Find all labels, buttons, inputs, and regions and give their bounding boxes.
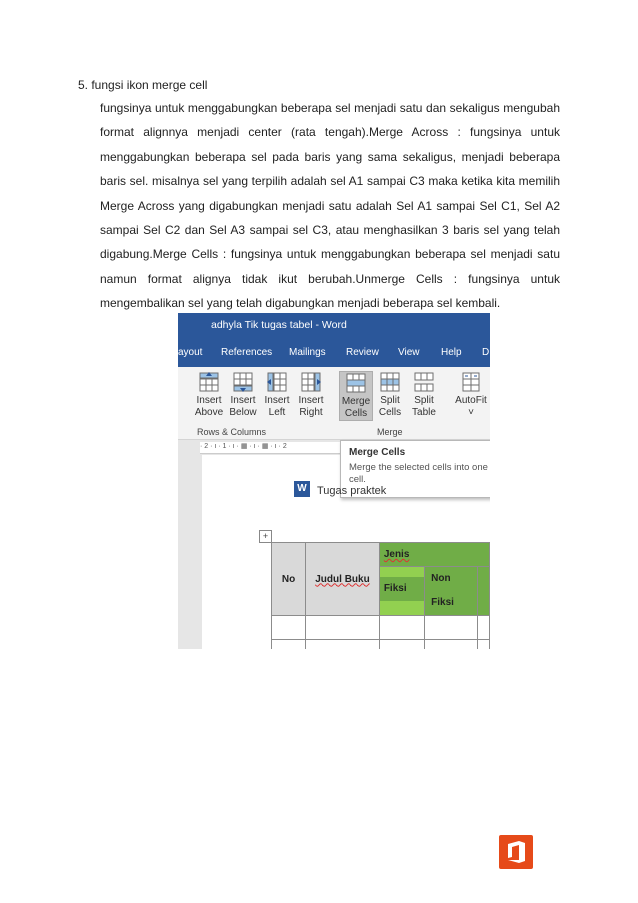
split-table-line1: Split — [414, 395, 434, 406]
merge-cells-line1: Merge — [341, 396, 371, 407]
body-paragraph: fungsinya untuk menggabungkan beberapa sel menjadi satu dan sekaligus mengubah format alignnya menjadi center (rata tengah).Merge Across : fungsinya untuk menggabungkan beberapa sel pada baris yang sama sekaligus, menjadi beberapa baris sel. misalnya sel yang terpilih adalah sel A1 sampai C3 maka ketika kita memilih Merge Across yang digabungkan menjadi satu adalah Sel A1 sampai Sel C1, Sel A2 sampai Sel C2 dan Sel A3 sampai sel C3, atau menghasilkan 3 baris sel yang telah digabung.Merge Cells : fungsinya untuk menggabungkan beberapa sel menjadi satu namun format alignya tidak ikut berubah.Unmerge Cells : fungsinya untuk mengembalikan sel yang telah digabungkan menjadi beberapa sel kembali. — [100, 101, 560, 311]
insert-right-button[interactable] — [295, 371, 327, 419]
header-non: Non — [431, 573, 451, 584]
merge-cells-line2: Cells — [344, 408, 368, 419]
cell-judul[interactable] — [306, 543, 380, 616]
insert-right-line1: Insert — [298, 395, 324, 406]
insert-above-line1: Insert — [196, 395, 222, 406]
document-title: Tugas praktek — [317, 485, 387, 497]
table-cell[interactable] — [306, 616, 380, 640]
merge-cells-button[interactable] — [339, 371, 373, 421]
autofit-icon — [460, 371, 482, 393]
cell-fiksi[interactable] — [379, 567, 424, 616]
office-logo-icon — [499, 835, 533, 869]
split-table-line2: Table — [412, 407, 436, 418]
header-jenis: Jenis — [383, 549, 410, 560]
tab-layout[interactable]: ayout — [178, 347, 203, 358]
insert-above-button[interactable] — [193, 371, 225, 419]
insert-below-line1: Insert — [230, 395, 256, 406]
tooltip-description: Merge the selected cells into one cell. — [349, 462, 488, 485]
tab-design[interactable]: D — [482, 347, 490, 358]
insert-right-line2: Right — [299, 407, 323, 418]
table-cell[interactable] — [272, 616, 306, 640]
cell-no[interactable] — [272, 543, 306, 616]
split-cells-button[interactable] — [374, 371, 406, 419]
table-cell[interactable] — [306, 640, 380, 650]
tab-mailings[interactable]: Mailings — [289, 347, 326, 358]
merge-cells-icon — [345, 372, 367, 394]
split-table-icon — [413, 371, 435, 393]
split-cells-icon — [379, 371, 401, 393]
insert-below-line2: Below — [229, 407, 257, 418]
ribbon — [178, 367, 490, 440]
heading: 5. fungsi ikon merge cell — [78, 78, 208, 92]
header-fiksi: Fiksi — [380, 577, 424, 601]
table-move-handle[interactable]: + — [259, 530, 272, 543]
insert-left-icon — [266, 371, 288, 393]
table-cell[interactable] — [379, 616, 424, 640]
insert-left-line1: Insert — [264, 395, 290, 406]
insert-left-button[interactable] — [261, 371, 293, 419]
title-bar — [178, 313, 490, 339]
word-screenshot — [178, 313, 490, 649]
table-cell[interactable] — [478, 616, 490, 640]
table-cell[interactable] — [272, 640, 306, 650]
cell-jenis[interactable] — [379, 543, 489, 567]
tooltip-title: Merge Cells — [349, 447, 406, 458]
autofit-button[interactable] — [452, 371, 490, 419]
cell-non-fiksi[interactable] — [425, 567, 478, 616]
tab-view[interactable]: View — [398, 347, 420, 358]
insert-left-line2: Left — [268, 407, 286, 418]
table-cell[interactable] — [478, 640, 490, 650]
books-table — [271, 542, 490, 649]
cell-extra[interactable] — [478, 567, 490, 616]
group-merge: Merge — [377, 427, 403, 437]
split-cells-line2: Cells — [378, 407, 402, 418]
autofit-line1: AutoFit — [455, 395, 487, 406]
autofit-dropdown: ˅ — [468, 407, 474, 418]
office-logo-glyph — [499, 835, 533, 869]
insert-right-icon — [300, 371, 322, 393]
table-cell[interactable] — [425, 640, 478, 650]
header-non-fiksi: Fiksi — [431, 597, 454, 608]
ribbon-tabs — [178, 339, 490, 367]
window-title: adhyla Tik tugas tabel - Word — [211, 319, 347, 331]
insert-below-button[interactable] — [227, 371, 259, 419]
tab-review[interactable]: Review — [346, 347, 379, 358]
tab-help[interactable]: Help — [441, 347, 462, 358]
group-rows-columns: Rows & Columns — [197, 427, 267, 437]
header-no: No — [281, 573, 296, 585]
table-cell[interactable] — [425, 616, 478, 640]
tab-references[interactable]: References — [221, 347, 273, 358]
split-table-button[interactable] — [408, 371, 440, 419]
insert-above-line2: Above — [194, 407, 224, 418]
table-cell[interactable] — [379, 640, 424, 650]
ruler-ticks: · 2 · ı · 1 · ı · ▦ · ı · ▦ · ı · 2 — [200, 443, 287, 450]
insert-above-icon — [198, 371, 220, 393]
word-doc-icon: W — [294, 481, 310, 497]
split-cells-line1: Split — [380, 395, 400, 406]
header-judul-buku: Judul Buku — [315, 573, 370, 585]
insert-below-icon — [232, 371, 254, 393]
